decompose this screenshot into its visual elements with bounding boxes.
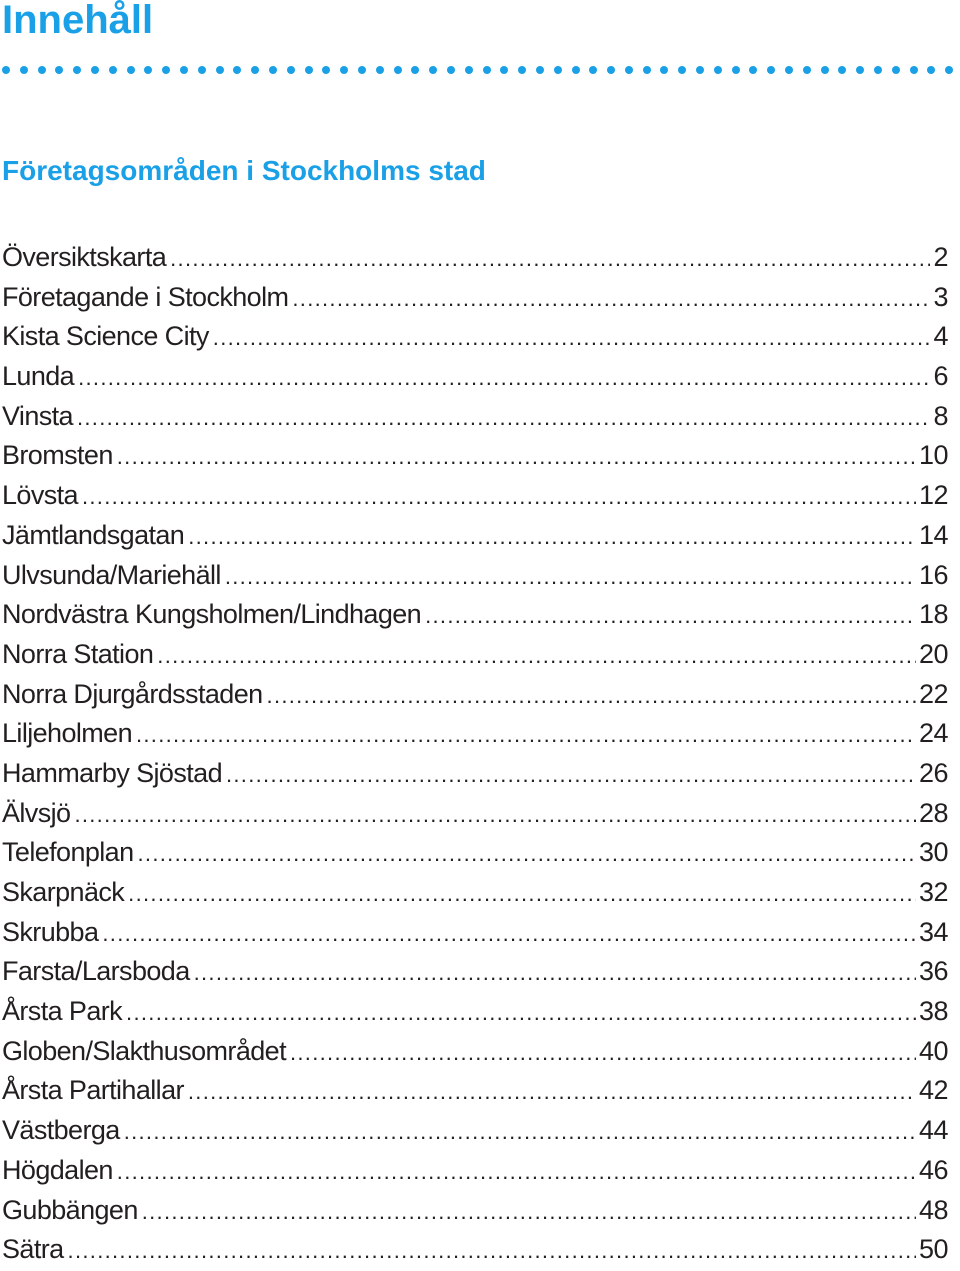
dot-leader <box>77 398 931 438</box>
toc-entry-label: Älvsjö <box>2 797 71 828</box>
divider-dot <box>269 66 277 74</box>
divider-dot <box>144 66 152 74</box>
divider-dot <box>732 66 740 74</box>
toc-entry-page-number: 50 <box>918 1234 948 1265</box>
toc-entry[interactable] <box>2 675 948 715</box>
toc-entry-label: Hammarby Sjöstad <box>2 757 222 788</box>
toc-entry[interactable] <box>2 833 948 873</box>
toc-entry-page-number: 3 <box>933 281 948 312</box>
toc-entry-label: Årsta Partihallar <box>2 1075 184 1106</box>
toc-entry[interactable] <box>2 873 948 913</box>
divider-dot <box>429 66 437 74</box>
toc-entry[interactable] <box>2 556 948 596</box>
toc-entry-page-number: 36 <box>918 956 948 987</box>
section-heading: Företagsområden i Stockholms stad <box>2 155 486 186</box>
toc-entry[interactable] <box>2 1071 948 1111</box>
divider-dot <box>55 66 63 74</box>
toc-entry[interactable] <box>2 992 948 1032</box>
divider-dot <box>892 66 900 74</box>
toc-entry-page-number: 38 <box>918 996 948 1027</box>
dot-leader <box>117 1152 916 1192</box>
toc-entry[interactable] <box>2 476 948 516</box>
divider-dot <box>233 66 241 74</box>
dot-leader <box>157 636 916 676</box>
dot-leader <box>188 1072 916 1112</box>
dot-leader <box>102 914 916 954</box>
divider-dot <box>483 66 491 74</box>
divider-dot <box>660 66 668 74</box>
toc-entry-page-number: 26 <box>918 757 948 788</box>
toc-entry-label: Telefonplan <box>2 837 134 868</box>
toc-entry[interactable] <box>2 436 948 476</box>
divider-dot <box>785 66 793 74</box>
toc-entry[interactable] <box>2 714 948 754</box>
toc-entry-page-number: 34 <box>918 916 948 947</box>
toc-entry[interactable] <box>2 1111 948 1151</box>
divider-dot <box>358 66 366 74</box>
toc-entry-label: Högdalen <box>2 1154 113 1185</box>
divider-dot <box>109 66 117 74</box>
dot-leader <box>142 1192 916 1232</box>
toc-entry-page-number: 12 <box>918 480 948 511</box>
divider-dot <box>536 66 544 74</box>
toc-entry[interactable] <box>2 635 948 675</box>
dot-leader <box>267 676 916 716</box>
dot-leader <box>126 993 916 1033</box>
toc-entry-page-number: 8 <box>933 400 948 431</box>
divider-dot <box>38 66 46 74</box>
divider-dot <box>767 66 775 74</box>
divider-dot <box>73 66 81 74</box>
divider-dot <box>607 66 615 74</box>
divider-dot <box>198 66 206 74</box>
divider-dot <box>678 66 686 74</box>
dot-leader <box>128 874 916 914</box>
divider-dot <box>91 66 99 74</box>
divider-dot <box>945 66 953 74</box>
divider-dot <box>572 66 580 74</box>
divider-dot <box>465 66 473 74</box>
toc-entry-page-number: 18 <box>918 599 948 630</box>
dot-leader <box>194 953 916 993</box>
divider-dot <box>411 66 419 74</box>
divider-dot <box>500 66 508 74</box>
dot-leader <box>117 437 916 477</box>
toc-entry-page-number: 40 <box>918 1035 948 1066</box>
toc-entry[interactable] <box>2 238 948 278</box>
divider-dot <box>376 66 384 74</box>
toc-entry-page-number: 4 <box>933 321 948 352</box>
dot-leader <box>74 795 916 835</box>
divider-dot <box>322 66 330 74</box>
divider-dot <box>305 66 313 74</box>
toc-entry-label: Västberga <box>2 1115 120 1146</box>
table-of-contents <box>2 238 948 1270</box>
toc-entry-label: Skarpnäck <box>2 877 125 907</box>
toc-entry-label: Jämtlandsgatan <box>2 519 185 550</box>
divider-dot <box>554 66 562 74</box>
toc-entry-label: Bromsten <box>2 440 113 471</box>
toc-entry[interactable] <box>2 397 948 437</box>
toc-entry[interactable] <box>2 278 948 318</box>
divider-dot <box>340 66 348 74</box>
divider-dot <box>874 66 882 74</box>
divider-dot <box>447 66 455 74</box>
toc-entry-page-number: 30 <box>918 837 948 868</box>
divider-dot <box>287 66 295 74</box>
toc-entry[interactable] <box>2 595 948 635</box>
divider-dot <box>20 66 28 74</box>
toc-entry-label: Gubbängen <box>2 1194 138 1225</box>
toc-entry-label: Skrubba <box>2 916 99 947</box>
dot-leader <box>82 477 916 517</box>
toc-entry[interactable] <box>2 1191 948 1231</box>
toc-entry-label: Översiktskarta <box>2 242 167 272</box>
toc-entry-page-number: 10 <box>918 440 948 471</box>
divider-dot <box>518 66 526 74</box>
toc-entry[interactable] <box>2 1032 948 1072</box>
dot-leader <box>170 239 930 279</box>
toc-entry-page-number: 14 <box>918 519 948 550</box>
divider-dot <box>180 66 188 74</box>
toc-entry-label: Årsta Park <box>2 996 123 1027</box>
dot-leader <box>226 755 916 795</box>
toc-entry-page-number: 32 <box>918 877 948 907</box>
toc-entry-label: Norra Djurgårdsstaden <box>2 678 263 709</box>
dot-leader <box>292 279 930 319</box>
toc-entry[interactable] <box>2 952 948 992</box>
toc-entry-page-number: 2 <box>933 242 948 272</box>
divider-dot <box>696 66 704 74</box>
divider-dot <box>127 66 135 74</box>
toc-entry-page-number: 46 <box>918 1154 948 1185</box>
divider-dot <box>803 66 811 74</box>
dot-leader <box>213 318 931 358</box>
dot-leader <box>290 1033 916 1073</box>
toc-entry-label: Företagande i Stockholm <box>2 281 289 312</box>
divider-dot <box>2 66 10 74</box>
dot-leader <box>425 596 916 636</box>
dot-leader <box>188 517 916 557</box>
toc-entry-page-number: 42 <box>918 1075 948 1106</box>
toc-entry-page-number: 24 <box>918 718 948 749</box>
toc-entry-page-number: 6 <box>933 361 948 392</box>
toc-entry-label: Lövsta <box>2 480 78 511</box>
toc-entry[interactable] <box>2 516 948 556</box>
toc-entry-page-number: 28 <box>918 797 948 828</box>
dot-leader <box>124 1112 916 1152</box>
toc-entry[interactable] <box>2 317 948 357</box>
toc-entry-label: Sätra <box>2 1234 64 1265</box>
divider-dot <box>749 66 757 74</box>
divider-dot <box>589 66 597 74</box>
divider-dot <box>927 66 935 74</box>
toc-entry-label: Nordvästra Kungsholmen/Lindhagen <box>2 599 422 630</box>
toc-entry-page-number: 22 <box>918 678 948 709</box>
page-title: Innehåll <box>2 0 154 42</box>
divider-dot <box>714 66 722 74</box>
toc-entry[interactable] <box>2 357 948 397</box>
toc-entry-label: Kista Science City <box>2 321 209 352</box>
toc-entry-page-number: 44 <box>918 1115 948 1146</box>
toc-entry[interactable] <box>2 913 948 953</box>
divider-dot <box>216 66 224 74</box>
toc-entry[interactable] <box>2 794 948 834</box>
toc-entry-label: Globen/Slakthusområdet <box>2 1035 286 1066</box>
toc-entry-label: Liljeholmen <box>2 718 132 749</box>
divider-dot <box>910 66 918 74</box>
toc-entry-page-number: 16 <box>918 559 948 590</box>
dotted-divider <box>2 63 954 77</box>
toc-entry[interactable] <box>2 754 948 794</box>
divider-dot <box>838 66 846 74</box>
toc-entry-label: Farsta/Larsboda <box>2 956 190 987</box>
divider-dot <box>162 66 170 74</box>
divider-dot <box>856 66 864 74</box>
dot-leader <box>68 1231 916 1271</box>
toc-entry[interactable] <box>2 1151 948 1191</box>
toc-entry-label: Norra Station <box>2 638 154 669</box>
dot-leader <box>138 834 916 874</box>
toc-entry-label: Vinsta <box>2 400 73 431</box>
divider-dot <box>394 66 402 74</box>
toc-entry-label: Lunda <box>2 361 75 392</box>
divider-dot <box>251 66 259 74</box>
dot-leader <box>225 557 916 597</box>
divider-dot <box>643 66 651 74</box>
toc-entry-page-number: 48 <box>918 1194 948 1225</box>
toc-entry-label: Ulvsunda/Mariehäll <box>2 559 221 590</box>
divider-dot <box>625 66 633 74</box>
toc-entry-page-number: 20 <box>918 638 948 669</box>
dot-leader <box>136 715 916 755</box>
dot-leader <box>78 358 930 398</box>
divider-dot <box>821 66 829 74</box>
